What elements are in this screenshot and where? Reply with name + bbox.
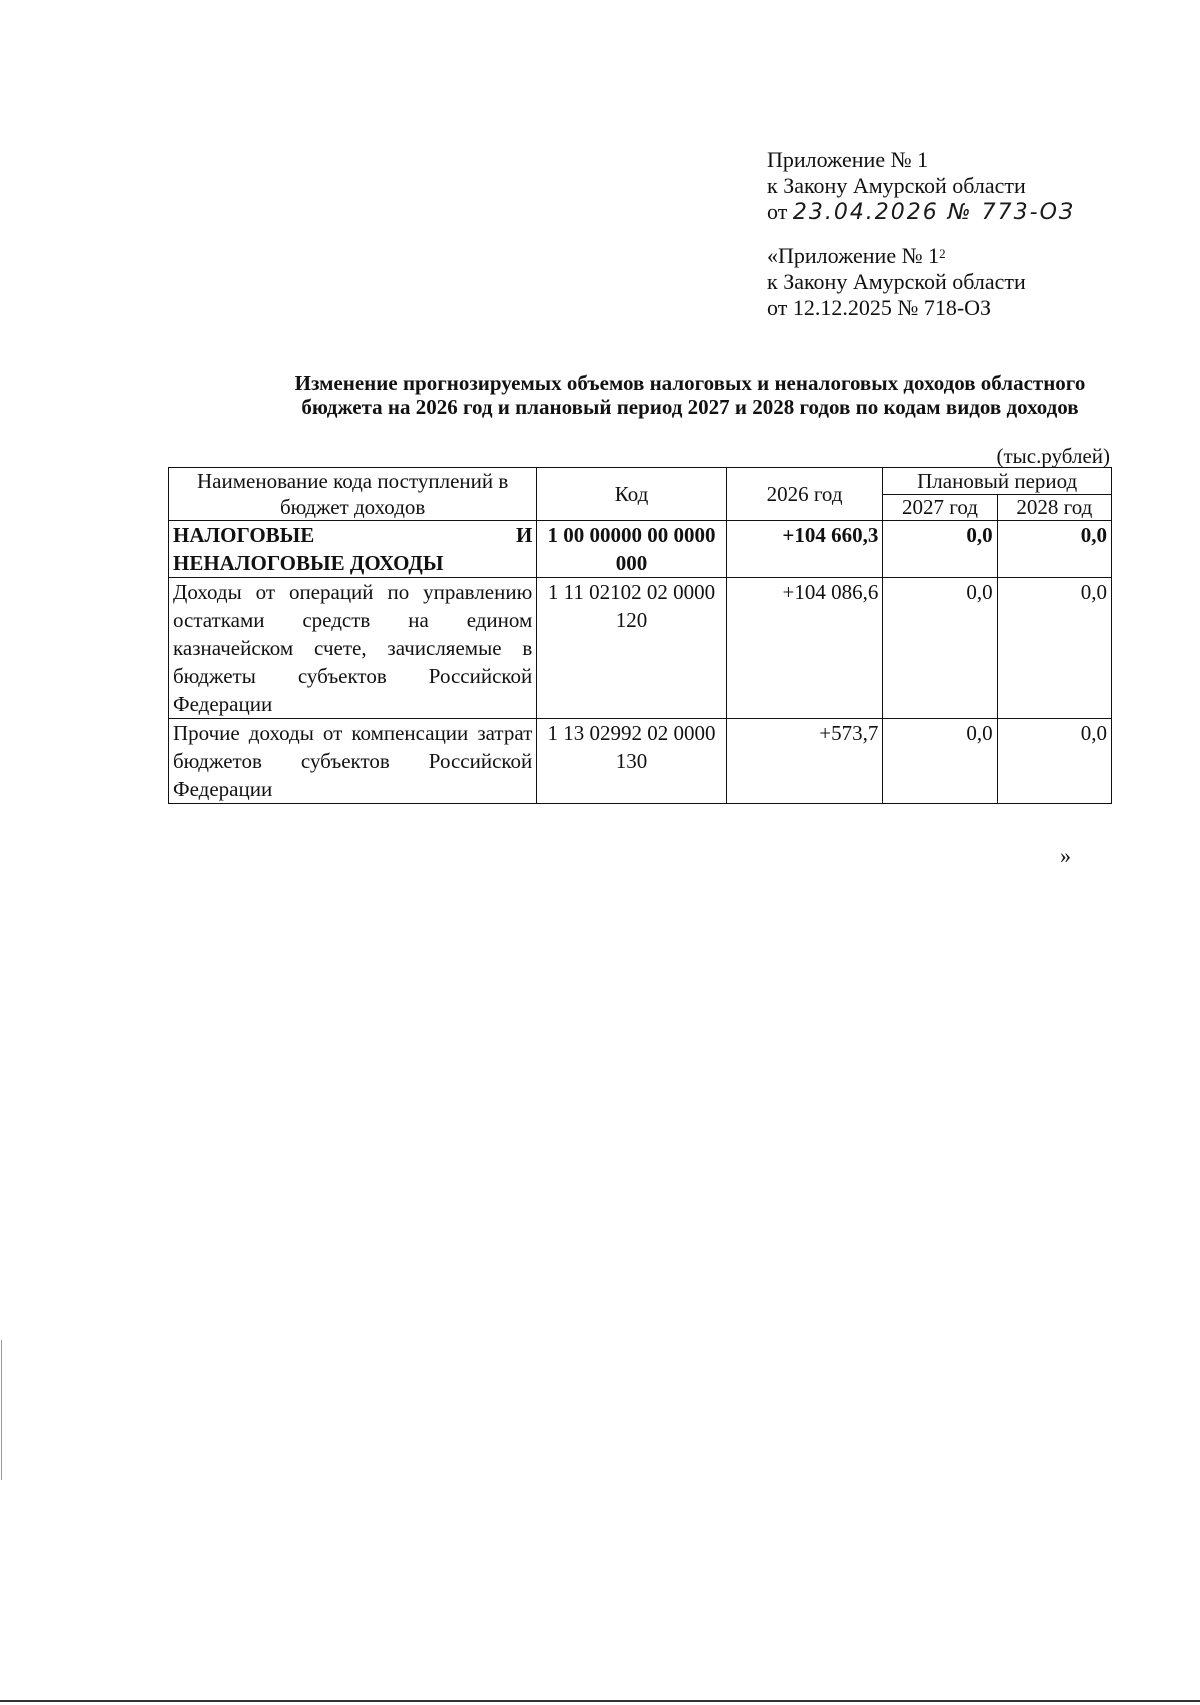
row-name-word2: И [515, 523, 533, 547]
row-value-2027: 0,0 [883, 521, 997, 578]
row-code: 1 13 02992 02 0000 130 [537, 719, 726, 804]
appendix-original-line1 [767, 243, 1026, 269]
header-code: Код [537, 468, 726, 521]
row-name-line1 [173, 521, 532, 549]
document-title-line1: Изменение прогнозируемых объемов налоговых и неналоговых доходов областного [294, 371, 1086, 395]
appendix-current-header [767, 147, 1075, 226]
row-value-2028: 0,0 [997, 521, 1111, 578]
row-name-word1: НАЛОГОВЫЕ [173, 523, 315, 547]
header-name: Наименование кода поступлений в бюджет доходов [169, 468, 537, 521]
document-title [100, 371, 1200, 419]
handwritten-law-date-number: 23.04.2026 № 773-ОЗ [792, 200, 1076, 225]
row-code: 1 11 02102 02 0000 120 [537, 578, 726, 719]
header-2027: 2027 год [883, 494, 997, 521]
table-row [169, 578, 1112, 719]
revenue-table [168, 467, 1112, 804]
row-name [169, 521, 537, 578]
row-name-line2: НЕНАЛОГОВЫЕ ДОХОДЫ [173, 551, 444, 575]
closing-quote: » [1060, 843, 1071, 868]
appendix-current-date-prefix: от [767, 199, 788, 224]
appendix-original-header [767, 243, 1026, 321]
row-value-2026: +104 660,3 [726, 521, 883, 578]
row-value-2028: 0,0 [997, 578, 1111, 719]
header-2026: 2026 год [726, 468, 883, 521]
document-title-line2: бюджета на 2026 год и плановый период 2027 и 2028 годов по кодам видов доходов [301, 395, 1079, 419]
appendix-original-line3: от 12.12.2025 № 718-ОЗ [767, 295, 992, 320]
row-value-2027: 0,0 [883, 719, 997, 804]
appendix-original-title: «Приложение № 1 [767, 243, 940, 268]
row-value-2026: +104 086,6 [726, 578, 883, 719]
appendix-original-line2: к Закону Амурской области [767, 269, 1026, 294]
table-row [169, 719, 1112, 804]
scan-bottom-edge [0, 1700, 1200, 1702]
row-name: Доходы от операций по управлению остатками средств на едином казначейском счете, зачисляемые в бюджеты субъектов Российской Федерации [169, 578, 537, 719]
appendix-current-line2: к Закону Амурской области [767, 173, 1026, 198]
unit-note: (тыс.рублей) [996, 444, 1110, 468]
table-header-row [169, 468, 1112, 495]
scan-edge-artifact [1, 1340, 2, 1480]
row-name: Прочие доходы от компенсации затрат бюджетов субъектов Российской Федерации [169, 719, 537, 804]
header-2028: 2028 год [997, 494, 1111, 521]
row-value-2028: 0,0 [997, 719, 1111, 804]
header-planned-period: Плановый период [883, 468, 1112, 495]
table-row [169, 521, 1112, 578]
appendix-current-line1: Приложение № 1 [767, 147, 929, 172]
row-code: 1 00 00000 00 0000 000 [537, 521, 726, 578]
row-value-2026: +573,7 [726, 719, 883, 804]
row-value-2027: 0,0 [883, 578, 997, 719]
appendix-original-superscript: 2 [939, 246, 946, 261]
appendix-current-line3 [767, 199, 1075, 226]
